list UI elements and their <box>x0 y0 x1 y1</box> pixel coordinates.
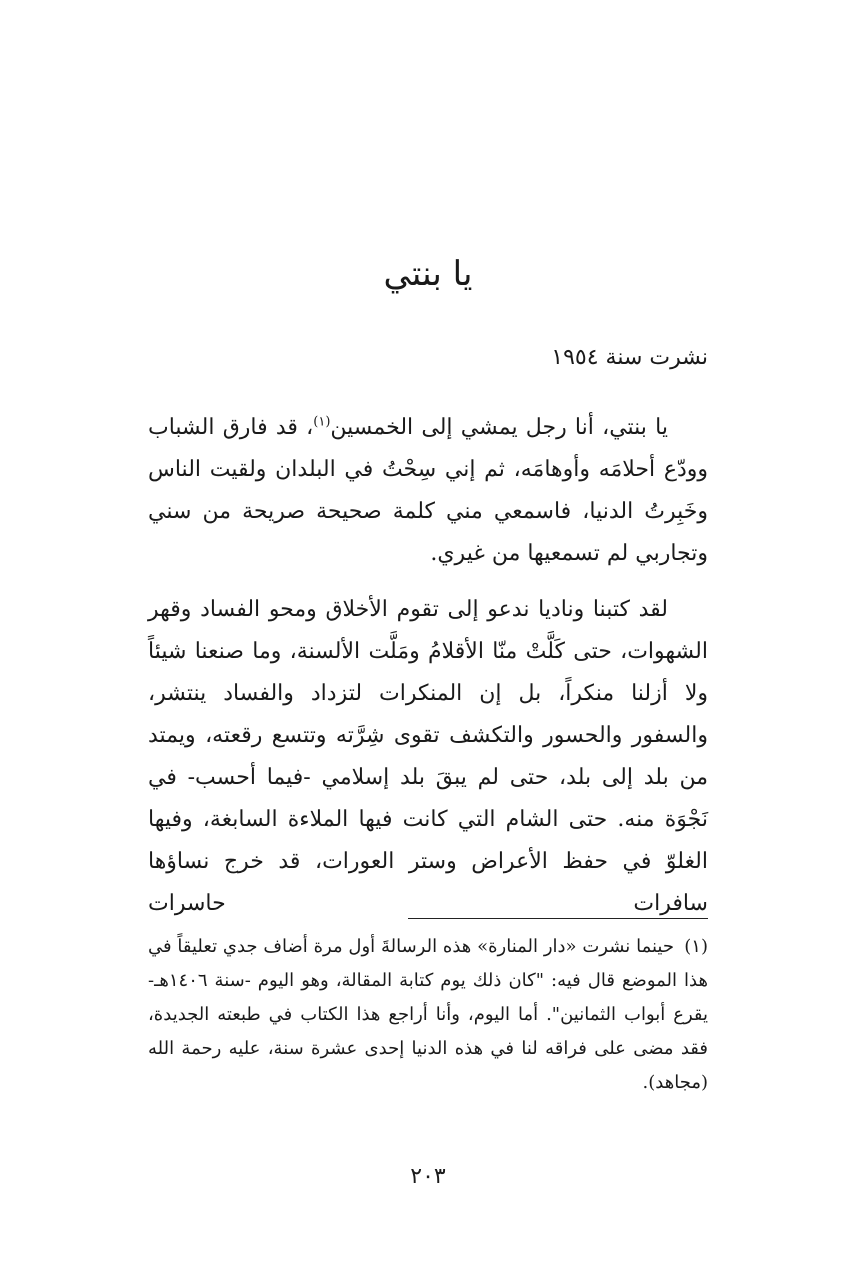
footnote-marker: (١) <box>684 936 708 957</box>
footnote-reference: (١) <box>313 414 331 430</box>
page-number: ٢٠٣ <box>410 1164 446 1189</box>
paragraph-1 <box>148 407 708 575</box>
footnote-divider <box>408 918 708 919</box>
paragraph-2: لقد كتبنا وناديا ندعو إلى تقوم الأخلاق ومحو الفساد وقهر الشهوات، حتى كَلَّتْ منّا الأقلامُ ومَلَّت الألسنة، وما صنعنا شيئاً ولا أزلنا منكراً، بل إن المنكرات لتزداد والفساد ينتشر، والسفور والحسور والتكشف تقوى شِرَّته وتتسع رقعته، ويمتد من بلد إلى بلد، حتى لم يبقَ بلد إسلامي -فيما أحسب- في نَجْوَة منه. حتى الشام التي كانت فيها الملاءة السابغة، وفيها الغلوّ في حفظ الأعراض وستر العورات، قد خرج نساؤها سافرات حاسرات <box>148 597 708 916</box>
publication-date-line: نشرت سنة ١٩٥٤ <box>551 345 708 370</box>
paragraph-1-rest: ، قد فارق الشباب وودّع أحلامَه وأوهامَه، ثم إني سِحْتُ في البلدان ولقيت الناس وخَبِرتُ الدنيا، فاسمعي مني كلمة صحيحة صريحة من سني وتجاربي لم تسمعيها من غيري. <box>148 415 708 566</box>
chapter-title: يا بنتي <box>383 254 473 294</box>
body-text <box>148 407 708 925</box>
footnote-text: حينما نشرت «دار المنارة» هذه الرسالةَ أول مرة أضاف جدي تعليقاً في هذا الموضع قال فيه: "كان ذلك يوم كتابة المقالة، وهو اليوم -سنة ١٤٠٦هـ- يقرع أبواب الثمانين". أما اليوم، وأنا أراجع هذا الكتاب في طبعته الجديدة، فقد مضى على فراقه لنا في هذه الدنيا إحدى عشرة سنة، عليه رحمة الله (مجاهد). <box>148 936 708 1093</box>
footnote <box>148 930 708 1100</box>
paragraph-1-start: يا بنتي، أنا رجل يمشي إلى الخمسين <box>330 415 668 440</box>
